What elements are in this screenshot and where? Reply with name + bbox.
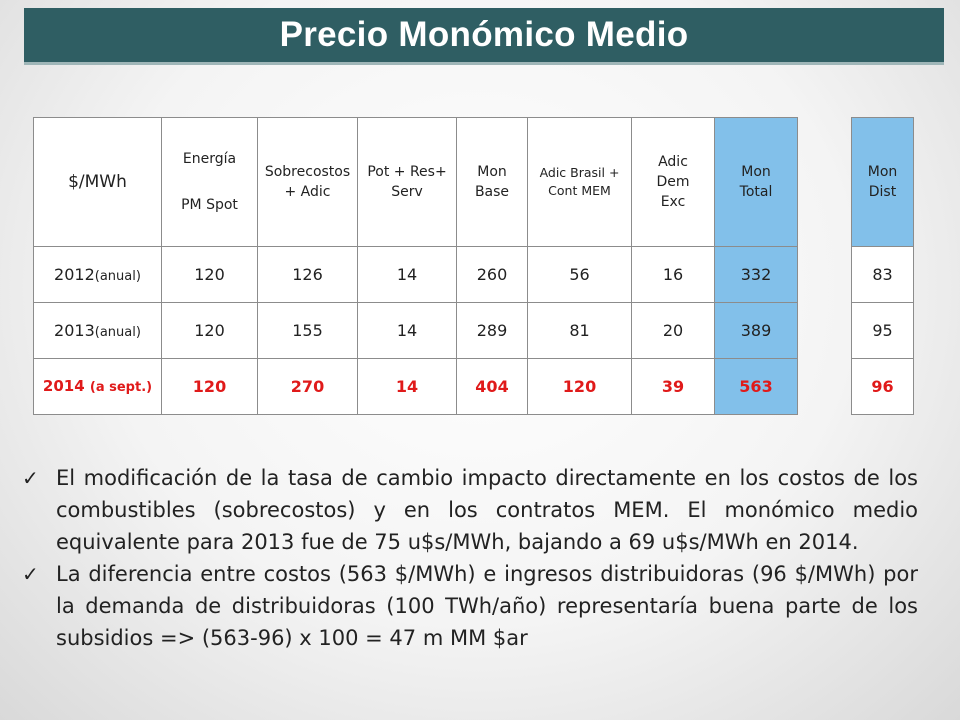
header-energia-line1: Energía	[182, 150, 237, 167]
header-pot-text: Pot + Res+ Serv	[367, 163, 447, 200]
table-row	[852, 247, 914, 303]
table-header-row	[34, 118, 798, 247]
bullet-text: El modificación de la tasa de cambio impacto directamente en los costos de los combustibles (sobrecostos) y en los contratos MEM. El monómico medio equivalente para 2013 fue de 75 u$s/MWh, bajando a 69 u$s/MWh en 2014.	[56, 466, 918, 554]
cell-mon-base: 289	[457, 303, 528, 359]
page-title: Precio Monómico Medio	[279, 15, 689, 54]
header-mon-base-text: Mon Base	[474, 163, 510, 200]
cell-adic-brasil: 81	[528, 303, 632, 359]
row-year-cell	[34, 359, 162, 415]
header-energia-line2: PM Spot	[181, 197, 238, 213]
header-sobrecostos	[258, 118, 358, 247]
header-adic-brasil	[528, 118, 632, 247]
cell-sobrecostos: 126	[258, 247, 358, 303]
row-year: 2012	[54, 265, 95, 284]
table-row-highlight	[34, 359, 798, 415]
row-note: (anual)	[94, 269, 141, 284]
cell-energia: 120	[162, 359, 258, 415]
header-mon-base	[457, 118, 528, 247]
header-adic-brasil-text: Adic Brasil + Cont MEM	[539, 164, 620, 198]
cell-mon-total: 563	[715, 359, 798, 415]
header-adic-dem	[632, 118, 715, 247]
bullet-list	[22, 462, 918, 654]
header-usd: $/MWh	[34, 118, 162, 247]
header-energia	[162, 118, 258, 247]
price-table	[33, 117, 798, 415]
cell-mon-total: 389	[715, 303, 798, 359]
row-year-cell	[34, 247, 162, 303]
header-mon-dist	[852, 118, 914, 247]
check-icon: ✓	[22, 562, 39, 586]
row-note: (anual)	[94, 325, 141, 340]
table-row-highlight	[852, 359, 914, 415]
cell-mon-base: 404	[457, 359, 528, 415]
cell-mon-dist: 95	[852, 303, 914, 359]
cell-pot: 14	[358, 247, 457, 303]
check-icon: ✓	[22, 466, 39, 490]
cell-mon-dist: 83	[852, 247, 914, 303]
header-adic-dem-text: Adic Dem Exc	[656, 153, 690, 211]
row-year-cell	[34, 303, 162, 359]
cell-adic-brasil: 56	[528, 247, 632, 303]
row-note: (a sept.)	[89, 379, 153, 395]
table-row	[34, 303, 798, 359]
cell-energia: 120	[162, 303, 258, 359]
header-mon-total	[715, 118, 798, 247]
cell-sobrecostos: 155	[258, 303, 358, 359]
cell-adic-dem: 20	[632, 303, 715, 359]
header-mon-dist-text: Mon Dist	[867, 163, 898, 200]
cell-adic-dem: 16	[632, 247, 715, 303]
bullet-item	[22, 462, 918, 558]
row-year: 2013	[54, 321, 95, 340]
cell-mon-base: 260	[457, 247, 528, 303]
title-bar	[24, 8, 944, 65]
bullet-item	[22, 558, 918, 654]
table-row	[34, 247, 798, 303]
table-header-row	[852, 118, 914, 247]
cell-pot: 14	[358, 303, 457, 359]
header-sobrecostos-text: Sobrecostos + Adic	[264, 163, 351, 200]
cell-adic-dem: 39	[632, 359, 715, 415]
table-row	[852, 303, 914, 359]
cell-mon-dist: 96	[852, 359, 914, 415]
cell-pot: 14	[358, 359, 457, 415]
cell-energia: 120	[162, 247, 258, 303]
cell-adic-brasil: 120	[528, 359, 632, 415]
bullet-text: La diferencia entre costos (563 $/MWh) e ingresos distribuidoras (96 $/MWh) por la demanda de distribuidoras (100 TWh/año) representaría buena parte de los subsidios => (563-96) x 100 = 47 m MM $ar	[56, 562, 918, 650]
row-year: 2014	[42, 376, 85, 395]
cell-sobrecostos: 270	[258, 359, 358, 415]
header-pot	[358, 118, 457, 247]
cell-mon-total: 332	[715, 247, 798, 303]
dist-table	[851, 117, 914, 415]
header-mon-total-text: Mon Total	[739, 163, 773, 200]
